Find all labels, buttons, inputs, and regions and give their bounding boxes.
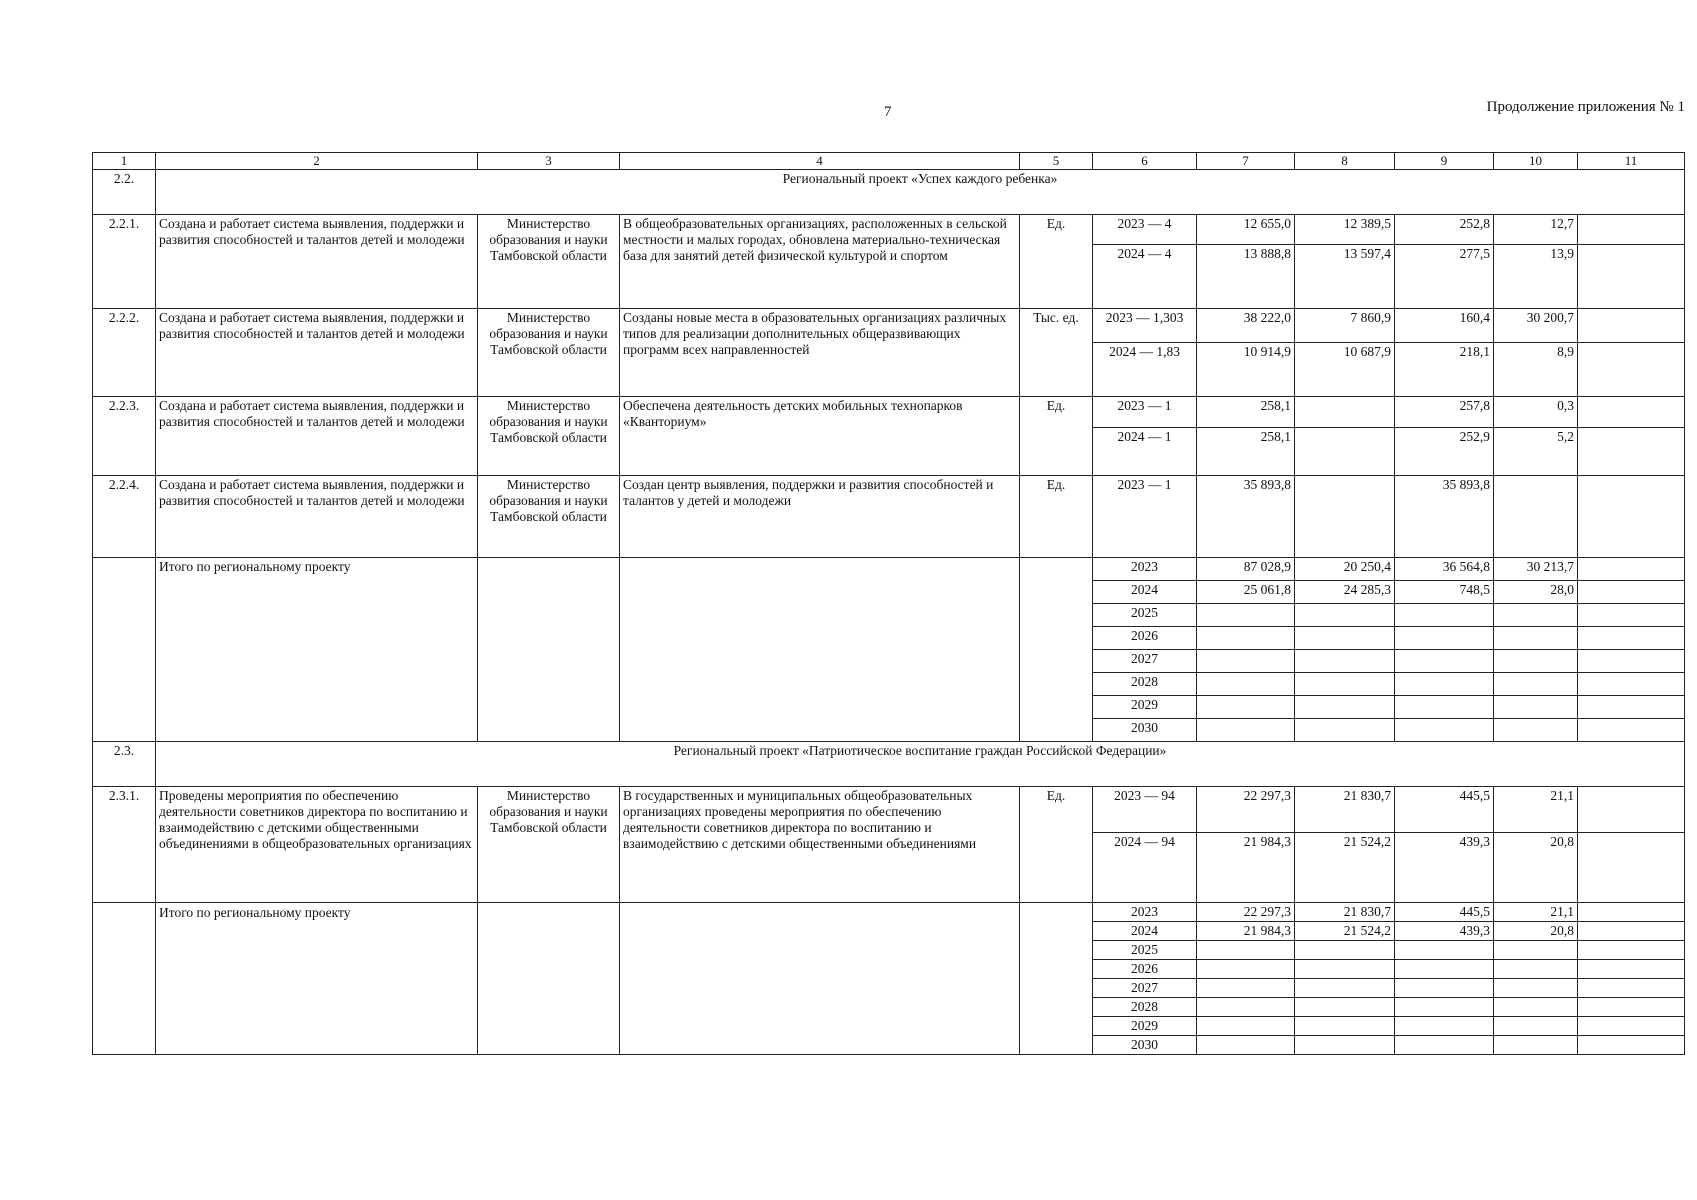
cell-col8: 7 860,9 — [1295, 309, 1395, 343]
column-number: 8 — [1295, 153, 1395, 170]
total-row — [93, 903, 1685, 922]
cell-col7: 21 984,3 — [1197, 922, 1295, 941]
column-number: 10 — [1494, 153, 1578, 170]
column-number: 1 — [93, 153, 156, 170]
cell-col10: 30 200,7 — [1494, 309, 1578, 343]
cell-col7 — [1197, 604, 1295, 627]
cell-col7: 25 061,8 — [1197, 581, 1295, 604]
cell-col11 — [1578, 343, 1685, 397]
column-number: 7 — [1197, 153, 1295, 170]
cell-col10 — [1494, 627, 1578, 650]
item-target-value: 2023 — 94 — [1093, 787, 1197, 833]
item-unit: Ед. — [1020, 215, 1093, 309]
cell-col7: 22 297,3 — [1197, 903, 1295, 922]
total-year: 2025 — [1093, 941, 1197, 960]
cell-col9 — [1395, 979, 1494, 998]
total-label: Итого по региональному проекту — [156, 558, 478, 742]
cell-col7: 258,1 — [1197, 397, 1295, 428]
item-target-value: 2023 — 4 — [1093, 215, 1197, 245]
item-result: Созданы новые места в образовательных организациях различных типов для реализации дополнительных общеразвивающих программ всех направленностей — [620, 309, 1020, 397]
section-code: 2.2. — [93, 170, 156, 215]
table-row — [93, 787, 1685, 833]
cell-col11 — [1578, 558, 1685, 581]
total-year: 2030 — [1093, 719, 1197, 742]
cell-col7 — [1197, 941, 1295, 960]
cell-col10 — [1494, 979, 1578, 998]
table-row — [93, 476, 1685, 558]
cell-col10 — [1494, 476, 1578, 558]
item-code: 2.2.4. — [93, 476, 156, 558]
cell-col9 — [1395, 1036, 1494, 1055]
total-year: 2028 — [1093, 998, 1197, 1017]
cell-col8 — [1295, 696, 1395, 719]
cell-col7 — [1197, 627, 1295, 650]
cell-col8 — [1295, 1017, 1395, 1036]
cell-col9 — [1395, 719, 1494, 742]
cell-col8 — [1295, 604, 1395, 627]
column-number-row — [93, 153, 1685, 170]
cell-col11 — [1578, 696, 1685, 719]
cell-col8 — [1295, 428, 1395, 476]
item-task: Создана и работает система выявления, поддержки и развития способностей и талантов детей и молодежи — [156, 397, 478, 476]
cell-col9 — [1395, 960, 1494, 979]
section-title: Региональный проект «Успех каждого ребенка» — [156, 170, 1685, 215]
cell-col9: 445,5 — [1395, 903, 1494, 922]
cell-col11 — [1578, 650, 1685, 673]
item-unit: Ед. — [1020, 787, 1093, 903]
item-code: 2.2.3. — [93, 397, 156, 476]
cell-col7: 12 655,0 — [1197, 215, 1295, 245]
total-code-cell — [93, 903, 156, 1055]
cell-col11 — [1578, 960, 1685, 979]
cell-col8 — [1295, 627, 1395, 650]
cell-col10: 20,8 — [1494, 833, 1578, 903]
cell-col9: 439,3 — [1395, 833, 1494, 903]
total-code-cell — [93, 558, 156, 742]
cell-col8 — [1295, 1036, 1395, 1055]
cell-col10 — [1494, 1017, 1578, 1036]
cell-col9: 218,1 — [1395, 343, 1494, 397]
item-task: Создана и работает система выявления, поддержки и развития способностей и талантов детей и молодежи — [156, 309, 478, 397]
cell-col7: 13 888,8 — [1197, 245, 1295, 309]
cell-col9: 445,5 — [1395, 787, 1494, 833]
cell-col10: 21,1 — [1494, 787, 1578, 833]
cell-col7: 22 297,3 — [1197, 787, 1295, 833]
cell-col8: 13 597,4 — [1295, 245, 1395, 309]
section-row — [93, 742, 1685, 787]
cell-col9 — [1395, 604, 1494, 627]
cell-col8 — [1295, 476, 1395, 558]
item-target-value: 2024 — 4 — [1093, 245, 1197, 309]
cell-col10: 30 213,7 — [1494, 558, 1578, 581]
page-number: 7 — [884, 104, 892, 120]
item-result: Создан центр выявления, поддержки и развития способностей и талантов у детей и молодежи — [620, 476, 1020, 558]
cell-col9 — [1395, 673, 1494, 696]
item-target-value: 2023 — 1 — [1093, 476, 1197, 558]
cell-col11 — [1578, 215, 1685, 245]
total-year: 2024 — [1093, 581, 1197, 604]
cell-col7: 87 028,9 — [1197, 558, 1295, 581]
cell-col11 — [1578, 979, 1685, 998]
cell-col9 — [1395, 1017, 1494, 1036]
total-year: 2026 — [1093, 627, 1197, 650]
cell-col11 — [1578, 1036, 1685, 1055]
cell-col8 — [1295, 719, 1395, 742]
appendix-table — [92, 152, 1685, 1055]
cell-col8: 12 389,5 — [1295, 215, 1395, 245]
cell-col11 — [1578, 998, 1685, 1017]
cell-col11 — [1578, 245, 1685, 309]
cell-col10: 0,3 — [1494, 397, 1578, 428]
cell-col10: 8,9 — [1494, 343, 1578, 397]
cell-col9 — [1395, 627, 1494, 650]
cell-col9: 257,8 — [1395, 397, 1494, 428]
cell-col11 — [1578, 1017, 1685, 1036]
cell-col8 — [1295, 960, 1395, 979]
cell-col7: 10 914,9 — [1197, 343, 1295, 397]
cell-col7 — [1197, 979, 1295, 998]
item-executor: Министерство образования и науки Тамбовской области — [478, 787, 620, 903]
cell-col7 — [1197, 719, 1295, 742]
cell-col7: 21 984,3 — [1197, 833, 1295, 903]
item-result: В государственных и муниципальных общеобразовательных организациях проведены мероприятия по обеспечению деятельности советников директора по воспитанию и взаимодействию с детскими общественными объединениями — [620, 787, 1020, 903]
appendix-continuation-label: Продолжение приложения № 1 — [1486, 99, 1685, 115]
cell-col9: 252,8 — [1395, 215, 1494, 245]
item-executor: Министерство образования и науки Тамбовской области — [478, 215, 620, 309]
column-number: 6 — [1093, 153, 1197, 170]
cell-col7: 35 893,8 — [1197, 476, 1295, 558]
cell-col9: 252,9 — [1395, 428, 1494, 476]
item-unit: Ед. — [1020, 397, 1093, 476]
item-code: 2.2.1. — [93, 215, 156, 309]
cell-col9: 36 564,8 — [1395, 558, 1494, 581]
total-empty-cell — [620, 903, 1020, 1055]
cell-col9 — [1395, 650, 1494, 673]
total-row — [93, 558, 1685, 581]
cell-col10: 28,0 — [1494, 581, 1578, 604]
cell-col9: 439,3 — [1395, 922, 1494, 941]
cell-col10: 20,8 — [1494, 922, 1578, 941]
total-year: 2023 — [1093, 903, 1197, 922]
total-year: 2026 — [1093, 960, 1197, 979]
cell-col8: 20 250,4 — [1295, 558, 1395, 581]
cell-col10 — [1494, 1036, 1578, 1055]
total-label: Итого по региональному проекту — [156, 903, 478, 1055]
cell-col11 — [1578, 941, 1685, 960]
column-number: 2 — [156, 153, 478, 170]
cell-col11 — [1578, 673, 1685, 696]
cell-col11 — [1578, 903, 1685, 922]
total-year: 2025 — [1093, 604, 1197, 627]
cell-col9: 160,4 — [1395, 309, 1494, 343]
item-result: В общеобразовательных организациях, расположенных в сельской местности и малых городах, обновлена материально-техническая база для занятий детей физической культурой и спортом — [620, 215, 1020, 309]
cell-col8: 21 524,2 — [1295, 922, 1395, 941]
cell-col11 — [1578, 922, 1685, 941]
item-target-value: 2024 — 1,83 — [1093, 343, 1197, 397]
section-code: 2.3. — [93, 742, 156, 787]
item-target-value: 2024 — 94 — [1093, 833, 1197, 903]
cell-col8 — [1295, 673, 1395, 696]
cell-col9 — [1395, 696, 1494, 719]
cell-col8: 10 687,9 — [1295, 343, 1395, 397]
column-number: 11 — [1578, 153, 1685, 170]
item-task: Создана и работает система выявления, поддержки и развития способностей и талантов детей и молодежи — [156, 476, 478, 558]
cell-col10 — [1494, 696, 1578, 719]
total-year: 2028 — [1093, 673, 1197, 696]
total-empty-cell — [478, 558, 620, 742]
total-empty-cell — [1020, 903, 1093, 1055]
cell-col7 — [1197, 1017, 1295, 1036]
cell-col11 — [1578, 309, 1685, 343]
cell-col11 — [1578, 604, 1685, 627]
total-year: 2027 — [1093, 650, 1197, 673]
section-title: Региональный проект «Патриотическое воспитание граждан Российской Федерации» — [156, 742, 1685, 787]
cell-col8 — [1295, 998, 1395, 1017]
table-row — [93, 215, 1685, 245]
cell-col7: 258,1 — [1197, 428, 1295, 476]
column-number: 9 — [1395, 153, 1494, 170]
item-target-value: 2023 — 1 — [1093, 397, 1197, 428]
cell-col10: 13,9 — [1494, 245, 1578, 309]
cell-col10 — [1494, 998, 1578, 1017]
total-year: 2027 — [1093, 979, 1197, 998]
cell-col10: 12,7 — [1494, 215, 1578, 245]
cell-col8: 21 830,7 — [1295, 787, 1395, 833]
cell-col7 — [1197, 696, 1295, 719]
cell-col9: 35 893,8 — [1395, 476, 1494, 558]
cell-col11 — [1578, 581, 1685, 604]
item-task: Проведены мероприятия по обеспечению деятельности советников директора по воспитанию и взаимодействию с детскими общественными объединениями в общеобразовательных организациях — [156, 787, 478, 903]
item-code: 2.2.2. — [93, 309, 156, 397]
item-executor: Министерство образования и науки Тамбовской области — [478, 397, 620, 476]
cell-col8 — [1295, 650, 1395, 673]
item-unit: Тыс. ед. — [1020, 309, 1093, 397]
cell-col10 — [1494, 941, 1578, 960]
total-year: 2029 — [1093, 1017, 1197, 1036]
item-executor: Министерство образования и науки Тамбовской области — [478, 476, 620, 558]
cell-col9: 277,5 — [1395, 245, 1494, 309]
column-number: 5 — [1020, 153, 1093, 170]
cell-col11 — [1578, 833, 1685, 903]
cell-col10 — [1494, 719, 1578, 742]
total-year: 2023 — [1093, 558, 1197, 581]
item-executor: Министерство образования и науки Тамбовской области — [478, 309, 620, 397]
item-unit: Ед. — [1020, 476, 1093, 558]
item-result: Обеспечена деятельность детских мобильных технопарков «Кванториум» — [620, 397, 1020, 476]
item-target-value: 2024 — 1 — [1093, 428, 1197, 476]
cell-col11 — [1578, 787, 1685, 833]
total-year: 2024 — [1093, 922, 1197, 941]
table-row — [93, 309, 1685, 343]
cell-col10 — [1494, 604, 1578, 627]
cell-col9: 748,5 — [1395, 581, 1494, 604]
total-empty-cell — [1020, 558, 1093, 742]
cell-col10: 5,2 — [1494, 428, 1578, 476]
cell-col11 — [1578, 719, 1685, 742]
cell-col8 — [1295, 397, 1395, 428]
cell-col9 — [1395, 941, 1494, 960]
cell-col7 — [1197, 1036, 1295, 1055]
cell-col10: 21,1 — [1494, 903, 1578, 922]
item-code: 2.3.1. — [93, 787, 156, 903]
cell-col10 — [1494, 673, 1578, 696]
total-empty-cell — [620, 558, 1020, 742]
cell-col8 — [1295, 941, 1395, 960]
section-row — [93, 170, 1685, 215]
cell-col8: 21 524,2 — [1295, 833, 1395, 903]
column-number: 3 — [478, 153, 620, 170]
cell-col7 — [1197, 998, 1295, 1017]
cell-col8: 21 830,7 — [1295, 903, 1395, 922]
cell-col8: 24 285,3 — [1295, 581, 1395, 604]
cell-col7 — [1197, 650, 1295, 673]
cell-col10 — [1494, 960, 1578, 979]
item-task: Создана и работает система выявления, поддержки и развития способностей и талантов детей и молодежи — [156, 215, 478, 309]
cell-col7 — [1197, 960, 1295, 979]
cell-col11 — [1578, 476, 1685, 558]
cell-col10 — [1494, 650, 1578, 673]
item-target-value: 2023 — 1,303 — [1093, 309, 1197, 343]
cell-col11 — [1578, 627, 1685, 650]
total-year: 2030 — [1093, 1036, 1197, 1055]
cell-col7 — [1197, 673, 1295, 696]
table-row — [93, 397, 1685, 428]
cell-col11 — [1578, 397, 1685, 428]
cell-col9 — [1395, 998, 1494, 1017]
cell-col7: 38 222,0 — [1197, 309, 1295, 343]
total-empty-cell — [478, 903, 620, 1055]
cell-col8 — [1295, 979, 1395, 998]
cell-col11 — [1578, 428, 1685, 476]
total-year: 2029 — [1093, 696, 1197, 719]
column-number: 4 — [620, 153, 1020, 170]
